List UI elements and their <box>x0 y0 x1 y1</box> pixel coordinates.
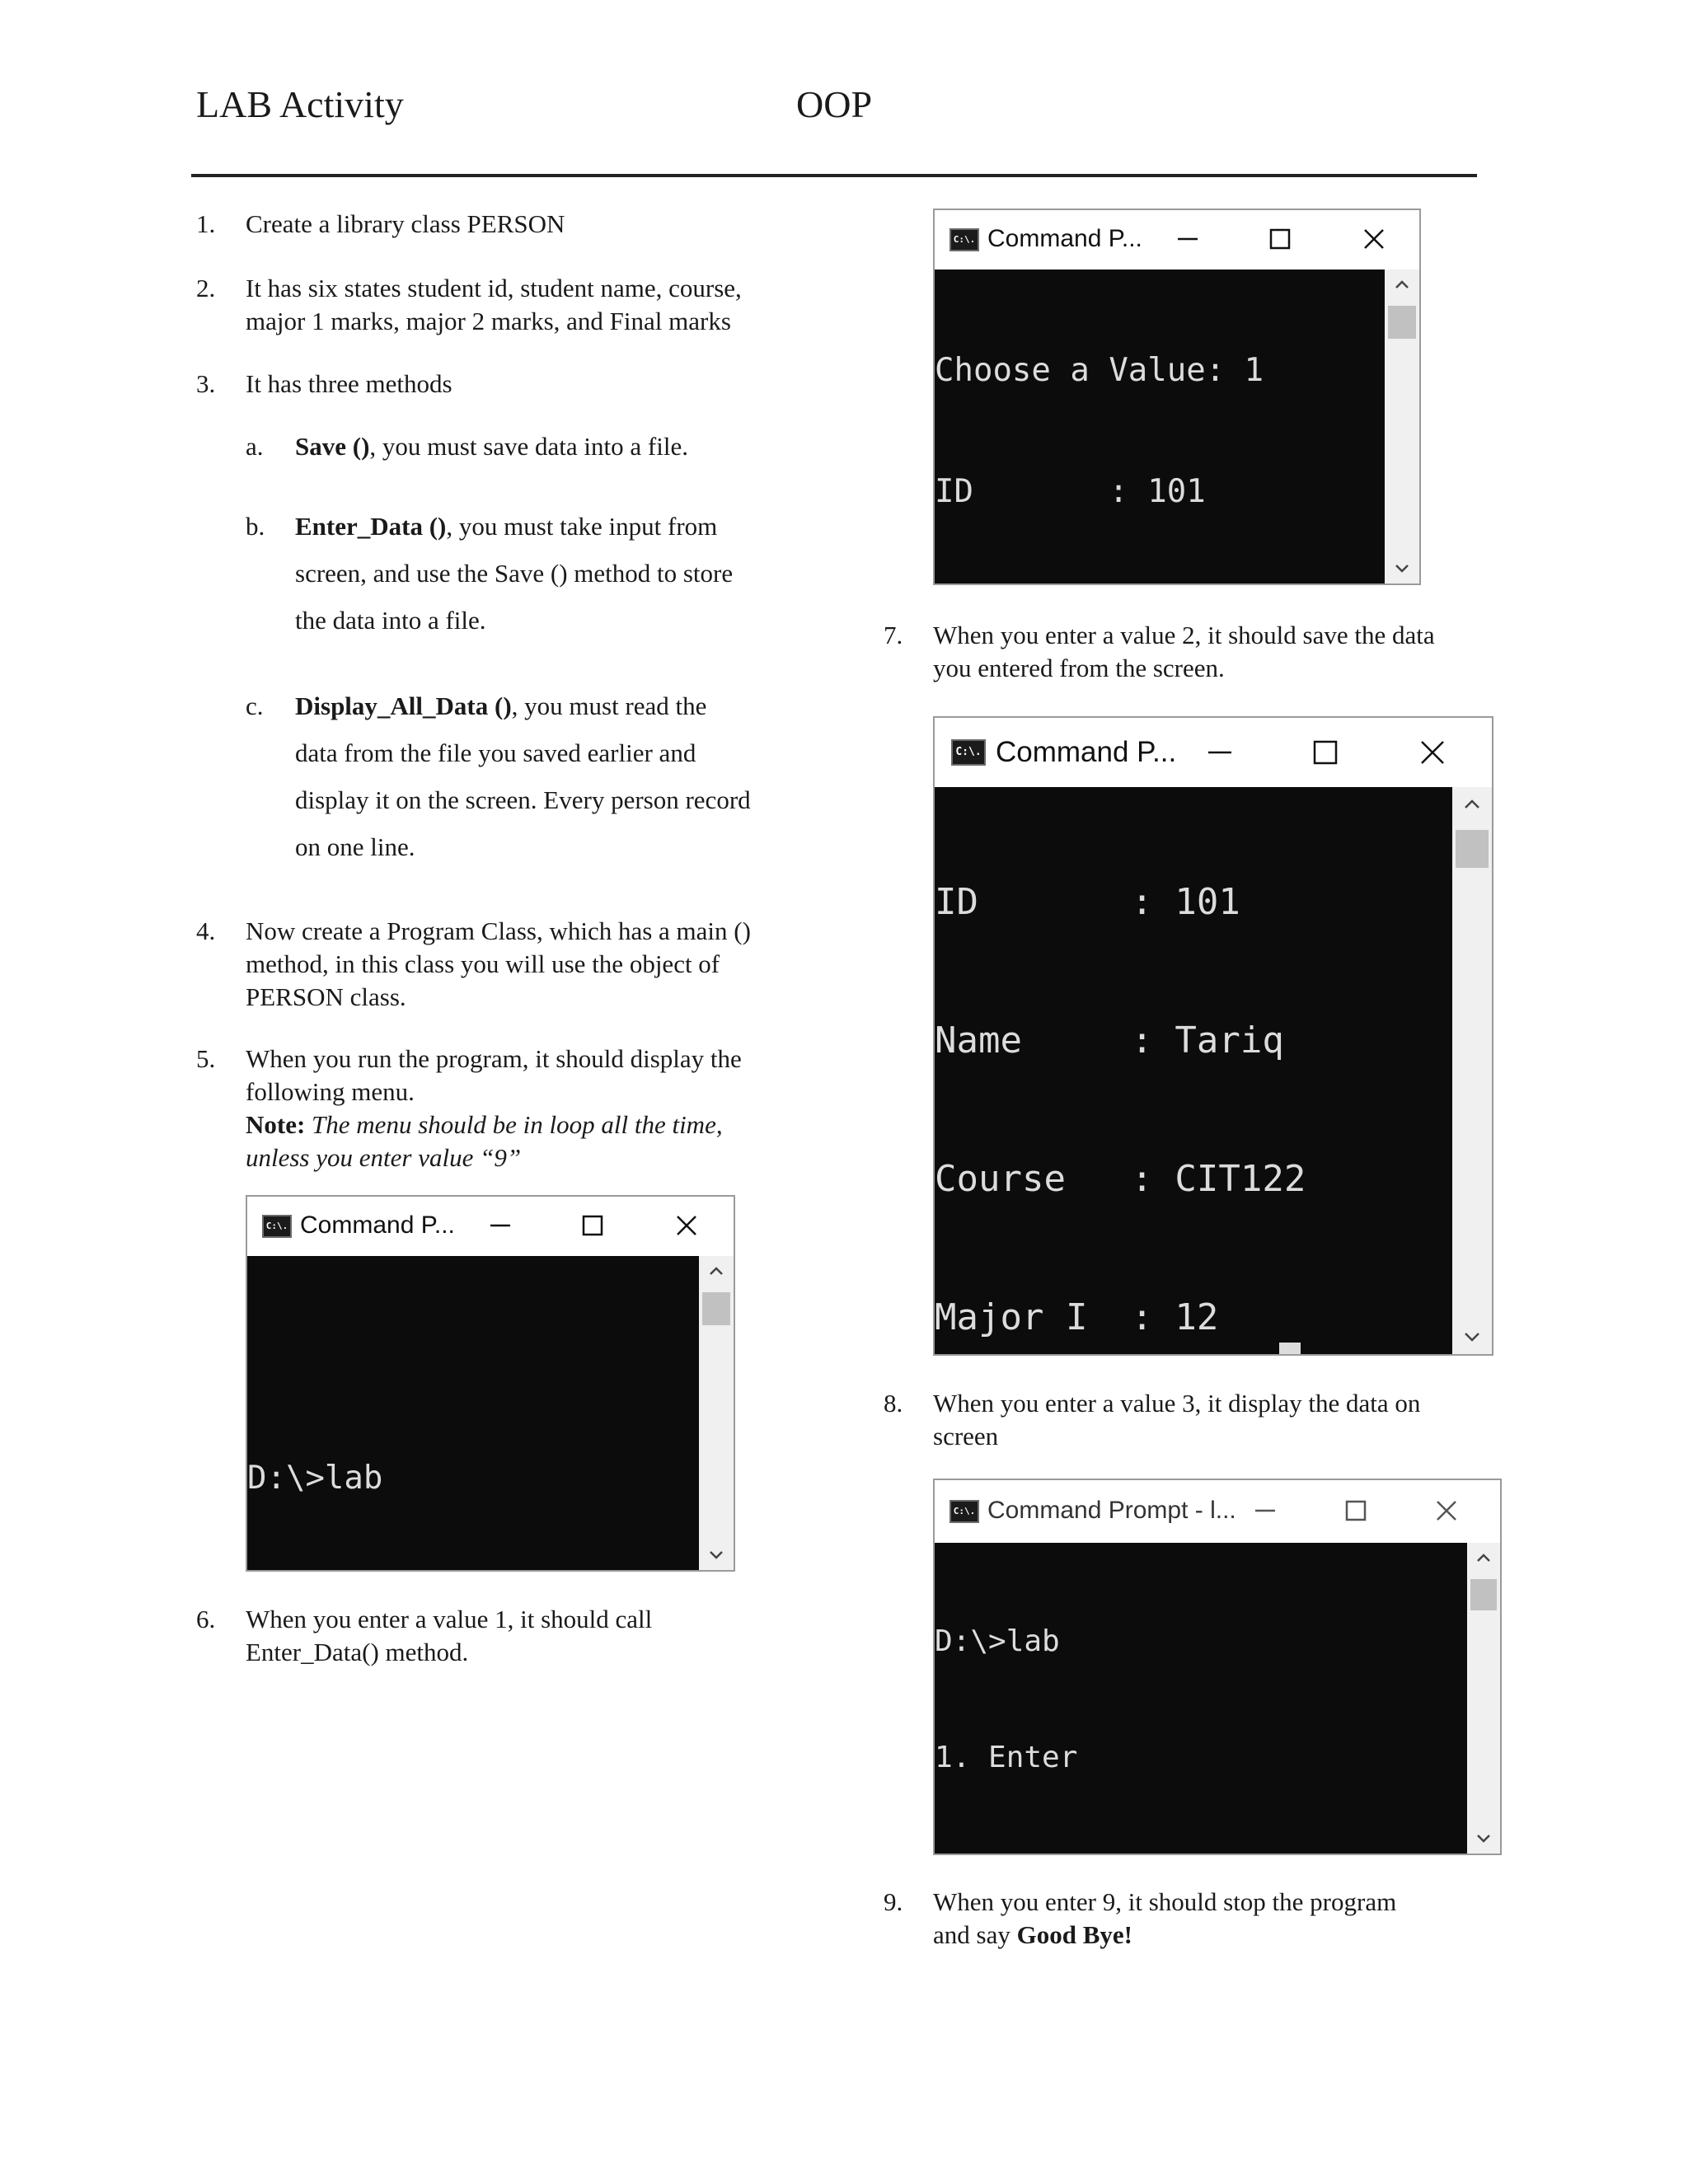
console-line: Major I : 12 <box>935 1296 1219 1338</box>
item-number: 1. <box>196 209 216 238</box>
window-titlebar <box>935 718 1492 787</box>
note-label: Note: <box>246 1110 306 1139</box>
maximize-icon[interactable] <box>572 1205 613 1246</box>
item-line: you entered from the screen. <box>933 654 1225 682</box>
item-line: When you enter a value 1, it should call <box>246 1605 653 1633</box>
console-window-1 <box>933 209 1421 585</box>
text-cursor <box>1279 1343 1301 1354</box>
item-line: When you run the program, it should display the <box>246 1044 742 1073</box>
item-line: It has six states student id, student name, course, <box>246 274 742 302</box>
item-line: , you must take input from <box>446 512 718 541</box>
console-output <box>935 269 1264 585</box>
header-rule <box>191 174 1477 177</box>
note-text: unless you enter value “9” <box>246 1143 522 1172</box>
list-item-3b <box>246 503 733 644</box>
item-line: When you enter 9, it should stop the program <box>933 1887 1397 1916</box>
header-title: LAB Activity <box>196 83 404 125</box>
method-name: Enter_Data () <box>295 512 447 541</box>
console-line: ID : 101 <box>935 881 1240 923</box>
cmd-icon: C:\. <box>262 1215 292 1238</box>
list-item-7 <box>884 619 1435 685</box>
console-line: Choose a Value: 1 <box>935 352 1264 389</box>
console-line: Course : CIT122 <box>935 1158 1306 1200</box>
close-icon[interactable] <box>666 1205 707 1246</box>
close-icon[interactable] <box>1409 729 1456 776</box>
item-text: , you must save data into a file. <box>369 432 688 461</box>
item-line: following menu. <box>246 1077 415 1106</box>
scroll-up-icon[interactable] <box>1452 787 1492 820</box>
console-line: Name : Tariq <box>935 1019 1284 1062</box>
item-line: When you enter a value 2, it should save the data <box>933 621 1435 649</box>
item-line: Now create a Program Class, which has a main () <box>246 916 751 945</box>
scroll-up-icon[interactable] <box>1467 1543 1500 1572</box>
console-line <box>935 1854 1381 1855</box>
item-number: 4. <box>196 916 216 945</box>
scroll-thumb[interactable] <box>1388 306 1416 339</box>
item-line: method, in this class you will use the object of <box>246 949 720 978</box>
maximize-icon[interactable] <box>1335 1490 1376 1531</box>
item-line: data from the file you saved earlier and <box>295 738 696 767</box>
window-titlebar <box>935 1480 1500 1543</box>
maximize-icon[interactable] <box>1259 218 1301 260</box>
item-number: 3. <box>196 369 216 398</box>
note-text: The menu should be in loop all the time, <box>305 1110 723 1139</box>
item-line: display it on the screen. Every person record <box>295 785 751 814</box>
item-text: Create a library class PERSON <box>246 209 565 238</box>
item-line: Enter_Data() method. <box>246 1638 469 1666</box>
window-titlebar <box>247 1197 734 1256</box>
list-item-4 <box>196 915 751 1014</box>
method-name: Display_All_Data () <box>295 691 512 720</box>
header-subject: OOP <box>796 83 873 125</box>
scroll-up-icon[interactable] <box>699 1256 734 1286</box>
list-item-3a <box>246 430 688 463</box>
list-item-3c <box>246 682 751 870</box>
item-number: 2. <box>196 274 216 302</box>
item-number: 5. <box>196 1044 216 1073</box>
item-line: screen <box>933 1422 999 1451</box>
item-number: 9. <box>884 1887 903 1916</box>
item-number: 7. <box>884 621 903 649</box>
minimize-icon[interactable] <box>1197 729 1243 776</box>
item-number: c. <box>246 691 264 720</box>
scroll-thumb[interactable] <box>1456 830 1489 868</box>
item-number: b. <box>246 512 265 541</box>
console-output <box>247 1256 576 1572</box>
console-line: D:\>lab <box>247 1460 383 1497</box>
cmd-icon: C:\. <box>950 228 979 251</box>
item-line: , you must read the <box>511 691 707 720</box>
item-line: screen, and use the Save () method to store <box>295 559 734 588</box>
window-title: Command P... <box>300 1212 455 1239</box>
item-line: the data into a file. <box>295 606 486 635</box>
console-window-3 <box>246 1195 735 1572</box>
vertical-scrollbar[interactable] <box>1452 787 1492 1354</box>
good-bye-text: Good Bye! <box>1016 1920 1132 1949</box>
console-window-4 <box>933 1479 1502 1855</box>
item-line: PERSON class. <box>246 982 406 1011</box>
console-line: 1. Enter <box>935 1741 1078 1774</box>
list-item-8 <box>884 1387 1420 1453</box>
cmd-icon: C:\. <box>950 1500 979 1523</box>
window-title: Command P... <box>987 225 1142 252</box>
method-name: Save () <box>295 432 370 461</box>
scroll-down-icon[interactable] <box>1452 1321 1492 1354</box>
list-item-3 <box>196 368 452 401</box>
vertical-scrollbar[interactable] <box>699 1256 734 1570</box>
item-text: It has three methods <box>246 369 452 398</box>
cmd-icon: C:\. <box>951 739 986 766</box>
item-number: 8. <box>884 1389 903 1418</box>
close-icon[interactable] <box>1353 218 1395 260</box>
minimize-icon[interactable] <box>1245 1490 1286 1531</box>
minimize-icon[interactable] <box>480 1205 521 1246</box>
item-line: major 1 marks, major 2 marks, and Final marks <box>246 307 731 335</box>
window-titlebar <box>935 210 1419 269</box>
scroll-thumb[interactable] <box>702 1292 730 1325</box>
console-line: ID : 101 <box>935 473 1206 510</box>
scroll-down-icon[interactable] <box>699 1540 734 1570</box>
list-item-1 <box>196 208 565 241</box>
console-output <box>935 1544 1381 1855</box>
console-line: D:\>lab <box>935 1624 1060 1658</box>
item-line: When you enter a value 3, it display the data on <box>933 1389 1421 1418</box>
vertical-scrollbar[interactable] <box>1467 1543 1500 1854</box>
list-item-9 <box>884 1886 1396 1952</box>
close-icon[interactable] <box>1426 1490 1467 1531</box>
vertical-scrollbar[interactable] <box>1385 269 1419 583</box>
item-number: a. <box>246 432 264 461</box>
scroll-up-icon[interactable] <box>1385 269 1419 299</box>
list-item-2 <box>196 272 742 338</box>
console-line <box>247 1337 576 1377</box>
maximize-icon[interactable] <box>1302 729 1348 776</box>
scroll-down-icon[interactable] <box>1467 1824 1500 1854</box>
list-item-6 <box>196 1603 652 1669</box>
item-line: and say <box>933 1920 1017 1949</box>
console-window-2 <box>933 716 1493 1356</box>
window-title: Command Prompt - l... <box>987 1497 1236 1524</box>
list-item-5 <box>196 1043 742 1174</box>
scroll-thumb[interactable] <box>1470 1579 1497 1610</box>
window-title: Command P... <box>996 736 1177 768</box>
minimize-icon[interactable] <box>1167 218 1208 260</box>
item-number: 6. <box>196 1605 216 1633</box>
console-output <box>935 787 1306 1356</box>
scroll-down-icon[interactable] <box>1385 554 1419 583</box>
item-line: on one line. <box>295 832 415 861</box>
